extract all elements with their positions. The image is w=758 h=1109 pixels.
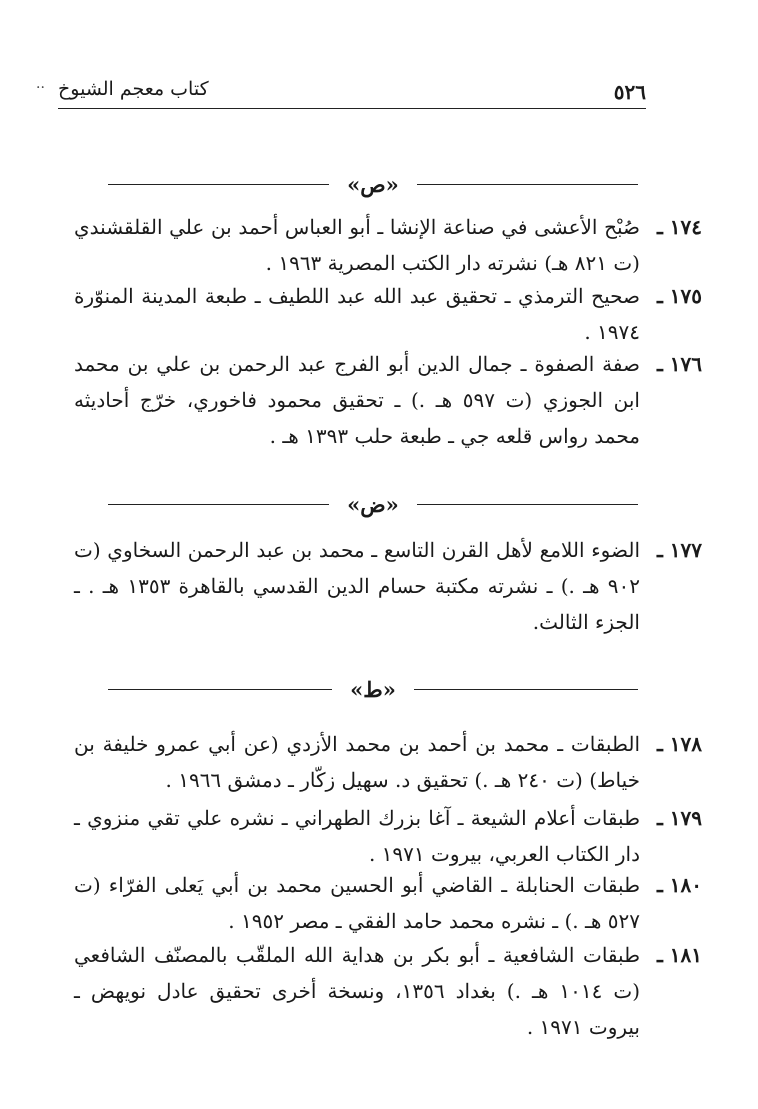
section-letter: «ط» <box>350 676 396 702</box>
divider-line <box>108 504 329 505</box>
divider-line <box>417 184 638 185</box>
entry-number: ١٨٠ ـ <box>656 873 702 897</box>
entry-number: ١٧٤ ـ <box>656 215 702 239</box>
divider-line <box>414 689 638 690</box>
corner-mark: ·· <box>36 80 45 96</box>
entry-number: ١٧٥ ـ <box>656 284 702 308</box>
section-letter: «ض» <box>347 491 399 517</box>
divider-line <box>108 184 329 185</box>
entry-number: ١٧٨ ـ <box>656 732 702 756</box>
section-divider-dad <box>108 487 638 521</box>
entry-text: الطبقات ـ محمد بن أحمد بن محمد الأزدي (عن أبي عمرو خليفة بن خياط) (ت ٢٤٠ هـ .) تحقيق د. سهيل زكّار ـ دمشق ١٩٦٦ . <box>74 732 640 792</box>
section-letter: «ص» <box>347 171 399 197</box>
divider-line <box>108 689 332 690</box>
entry-178 <box>74 726 702 798</box>
entry-text: صفة الصفوة ـ جمال الدين أبو الفرج عبد الرحمن بن علي بن محمد ابن الجوزي (ت ٥٩٧ هـ .) ـ تحقيق محمود فاخوري، خرّج أحاديثه محمد رواس قلعه جي ـ طبعة حلب ١٣٩٣ هـ . <box>74 352 640 448</box>
entry-text: طبقات أعلام الشيعة ـ آغا بزرك الطهراني ـ نشره علي تقي منزوي ـ دار الكتاب العربي، بيروت ١٩٧١ . <box>74 806 640 866</box>
entry-number: ١٧٩ ـ <box>656 806 702 830</box>
page-header <box>58 72 646 109</box>
entry-number: ١٨١ ـ <box>656 943 702 967</box>
entry-180 <box>74 867 702 939</box>
entry-177 <box>74 532 702 640</box>
section-divider-ta <box>108 672 638 706</box>
entry-text: صُبْح الأعشى في صناعة الإنشا ـ أبو العباس أحمد بن علي القلقشندي (ت ٨٢١ هـ) نشرته دار الكتب المصرية ١٩٦٣ . <box>74 215 640 275</box>
entry-181 <box>74 937 702 1045</box>
page-number: ٥٢٦ <box>613 80 646 104</box>
entry-179 <box>74 800 702 872</box>
section-divider-sad <box>108 167 638 201</box>
entry-text: صحيح الترمذي ـ تحقيق عبد الله عبد اللطيف ـ طبعة المدينة المنوّرة ١٩٧٤ . <box>74 284 640 344</box>
entry-175 <box>74 278 702 350</box>
entry-text: طبقات الشافعية ـ أبو بكر بن هداية الله الملقّب بالمصنّف الشافعي (ت ١٠١٤ هـ .) بغداد ١٣٥٦، ونسخة أخرى تحقيق عادل نويهض ـ بيروت ١٩٧١ . <box>74 943 640 1039</box>
entry-text: الضوء اللامع لأهل القرن التاسع ـ محمد بن عبد الرحمن السخاوي (ت ٩٠٢ هـ .) ـ نشرته مكتبة حسام الدين القدسي بالقاهرة ١٣٥٣ هـ . ـ الجزء الثالث. <box>74 538 640 634</box>
entry-number: ١٧٦ ـ <box>656 352 702 376</box>
entry-number: ١٧٧ ـ <box>656 538 702 562</box>
entry-text: طبقات الحنابلة ـ القاضي أبو الحسين محمد بن أبي يَعلى الفرّاء (ت ٥٢٧ هـ .) ـ نشره محمد حامد الفقي ـ مصر ١٩٥٢ . <box>74 873 640 933</box>
divider-line <box>417 504 638 505</box>
entry-176 <box>74 346 702 454</box>
entry-174 <box>74 209 702 281</box>
running-title: كتاب معجم الشيوخ <box>58 78 209 100</box>
